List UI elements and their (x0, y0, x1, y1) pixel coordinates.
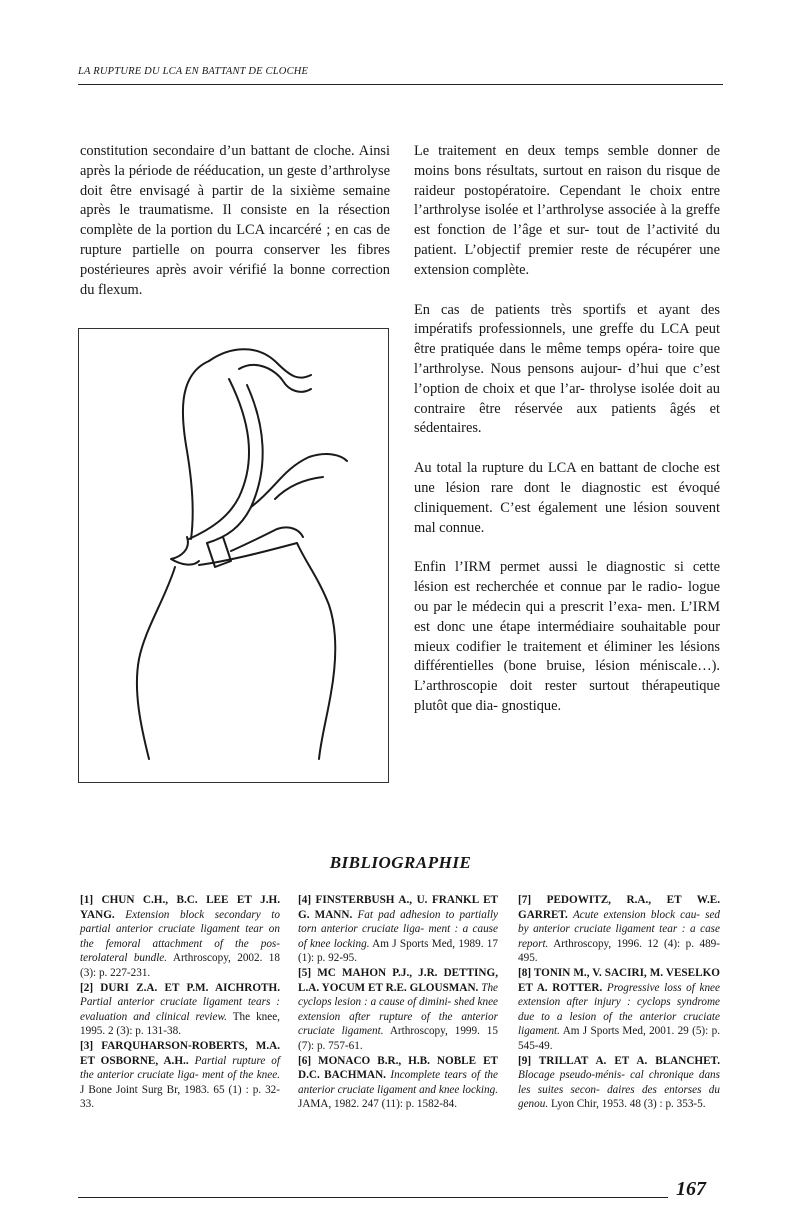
reference-authors: [6] MONACO B.R., H.B. NOBLE ET D.C. BACHMAN. (298, 1054, 498, 1082)
tibia-plateau (199, 543, 297, 565)
reference-title: Partial anterior cruciate ligament tears : evaluation and clinical review. (80, 996, 280, 1023)
reference-source: Am J Sports Med, 2001. 29 (5): p. 545-49. (518, 1025, 720, 1052)
bibliography-column-1 (80, 893, 280, 1112)
right-column (414, 142, 720, 717)
reference-authors: [5] MC MAHON P.J., J.R. DETTING, L.A. YOCUM ET R.E. GLOUSMAN. (298, 966, 498, 994)
reference-source: The knee, 1995. 2 (3): p. 131-38. (80, 1010, 280, 1038)
bibliography-column-3 (518, 893, 720, 1112)
reference-authors: [2] DURI Z.A. ET P.M. AICHROTH. (80, 981, 280, 994)
reference-authors: [7] PEDOWITZ, R.A., ET W.E. GARRET. (518, 894, 720, 921)
right-paragraph-3: Au total la rupture du LCA en battant de cloche est une lésion rare dont le diagnostic est évoqué cliniquement. C’est également une lésion souvent mal connue. (414, 460, 720, 536)
reference-authors: [1] CHUN C.H., B.C. LEE ET J.H. YANG. (80, 894, 280, 921)
reference-source: Am J Sports Med, 1989. 17 (1): p. 92-95. (298, 937, 498, 965)
reference-8 (518, 966, 720, 1054)
reference-title: Fat pad adhesion to partially torn anterior cruciate liga- ment : a cause of knee locking. (298, 908, 499, 950)
reference-7 (518, 893, 720, 966)
header-rule (78, 84, 723, 85)
reference-authors: [3] FARQUHARSON-ROBERTS, M.A. ET OSBORNE, A.H.. (80, 1039, 280, 1067)
reference-3 (80, 1039, 280, 1112)
right-paragraph-2: En cas de patients très sportifs et ayant des impératifs professionnels, une greffe du LCA peut être pratiquée dans le même temps opéra- toire que l’arthrolyse. Nous pensons aujour- d’hui que c’est l’option de choix et que l’ar- throlyse isolée doit au contraire être réservée aux patients âgés et sédentaires. (414, 301, 720, 437)
reference-authors: [4] FINSTERBUSH A., U. FRANKL ET G. MANN. (298, 894, 498, 921)
reference-5 (298, 966, 498, 1054)
reference-1 (80, 893, 280, 981)
running-head: LA RUPTURE DU LCA EN BATTANT DE CLOCHE (78, 66, 309, 77)
knee-drawing-icon (79, 329, 390, 784)
flap-left (171, 537, 199, 565)
right-paragraph-1: Le traitement en deux temps semble donner de moins bons résultats, surtout en raison du risque de raideur postopératoire. Cependant le choix entre l’arthrolyse isolée et l’arthrolyse associée à la greffe est fonction de l’âge et sur- tout de l’activité du patient. L’objectif premier reste de récupérer une extension complète. (414, 143, 720, 278)
knee-figure (78, 328, 389, 783)
reference-title: Partial rupture of the anterior cruciate liga- ment of the knee. (80, 1054, 281, 1082)
reference-title: The cyclops lesion : a cause of dimini- shed knee extension after rupture of the anterior cruciate ligament. (298, 981, 498, 1038)
reference-source: Lyon Chir, 1953. 48 (3) : p. 353-5. (550, 1098, 706, 1111)
reference-title: Acute extension block cau- sed by anterior cruciate ligament tear : a case report. (518, 908, 721, 950)
ligament-band-inner (207, 385, 263, 543)
tibia-right (297, 543, 335, 693)
bibliography-title: BIBLIOGRAPHIE (329, 853, 472, 872)
bibliography-column-2 (298, 893, 498, 1112)
reference-authors: [9] TRILLAT A. ET A. BLANCHET. (518, 1054, 720, 1067)
tibia-left (137, 567, 175, 759)
ligament-band (189, 379, 249, 539)
tibia-shaft (319, 693, 331, 759)
reference-title: Extension block secondary to partial anterior cruciate ligament tear on the femoral attachment of the pos- terolateral bundle. (80, 908, 280, 965)
condyle (251, 454, 347, 507)
reference-2 (80, 981, 280, 1039)
condyle-notch (275, 477, 323, 499)
left-paragraph: constitution secondaire d’un battant de cloche. Ainsi après la période de rééducation, un geste d’arthrolyse doit être envisagé à partir de la sixième semaine après le traumatisme. Il consiste en la résection complète de la portion du LCA incarcéré ; en cas de rupture partielle on pourra conserver les fibres postérieures après avoir vérifié la bonne correction du flexum. (80, 143, 390, 298)
reference-6 (298, 1054, 498, 1112)
reference-source: Arthroscopy, 1996. 12 (4): p. 489-495. (518, 937, 720, 965)
reference-source: Arthroscopy, 1999. 15 (7): p. 757-61. (298, 1025, 498, 1052)
reference-title: Blocage pseudo-ménis- cal chronique dans les suites secon- daires des entorses du genou. (518, 1069, 720, 1111)
reference-title: Progressive loss of knee extension after injury : cyclops syndrome due to a lesion of the anterior cruciate ligament. (518, 981, 720, 1038)
page-number: 167 (676, 1178, 706, 1200)
reference-9 (518, 1054, 720, 1112)
femur-outline (183, 361, 209, 539)
reference-authors: [8] TONIN M., V. SACIRI, M. VESELKO ET A. ROTTER. (518, 966, 720, 994)
femur-cap (209, 349, 311, 377)
footer-rule (78, 1197, 668, 1198)
reference-4 (298, 893, 498, 966)
reference-title: Incomplete tears of the anterior cruciate ligament and knee locking. (298, 1069, 498, 1096)
reference-source: J Bone Joint Surg Br, 1983. 65 (1) : p. 32-33. (80, 1083, 280, 1111)
reference-source: JAMA, 1982. 247 (11): p. 1582-84. (298, 1098, 458, 1111)
flap-right (231, 527, 303, 551)
right-paragraph-4: Enfin l’IRM permet aussi le diagnostic si cette lésion est recherchée et connue par le radio- logue ou par le médecin qui a prescrit l’exa- men. L’IRM est donc une étape intermédiaire souhaitable pour mieux codifier le traitement et éliminer les lésions différentielles (bone bruise, lésion méniscale…). L’arthroscopie doit rester surtout thérapeutique plutôt que dia- gnostique. (414, 559, 720, 714)
left-column (80, 142, 390, 300)
reference-source: Arthroscopy, 2002. 18 (3): p. 227-231. (80, 952, 280, 979)
